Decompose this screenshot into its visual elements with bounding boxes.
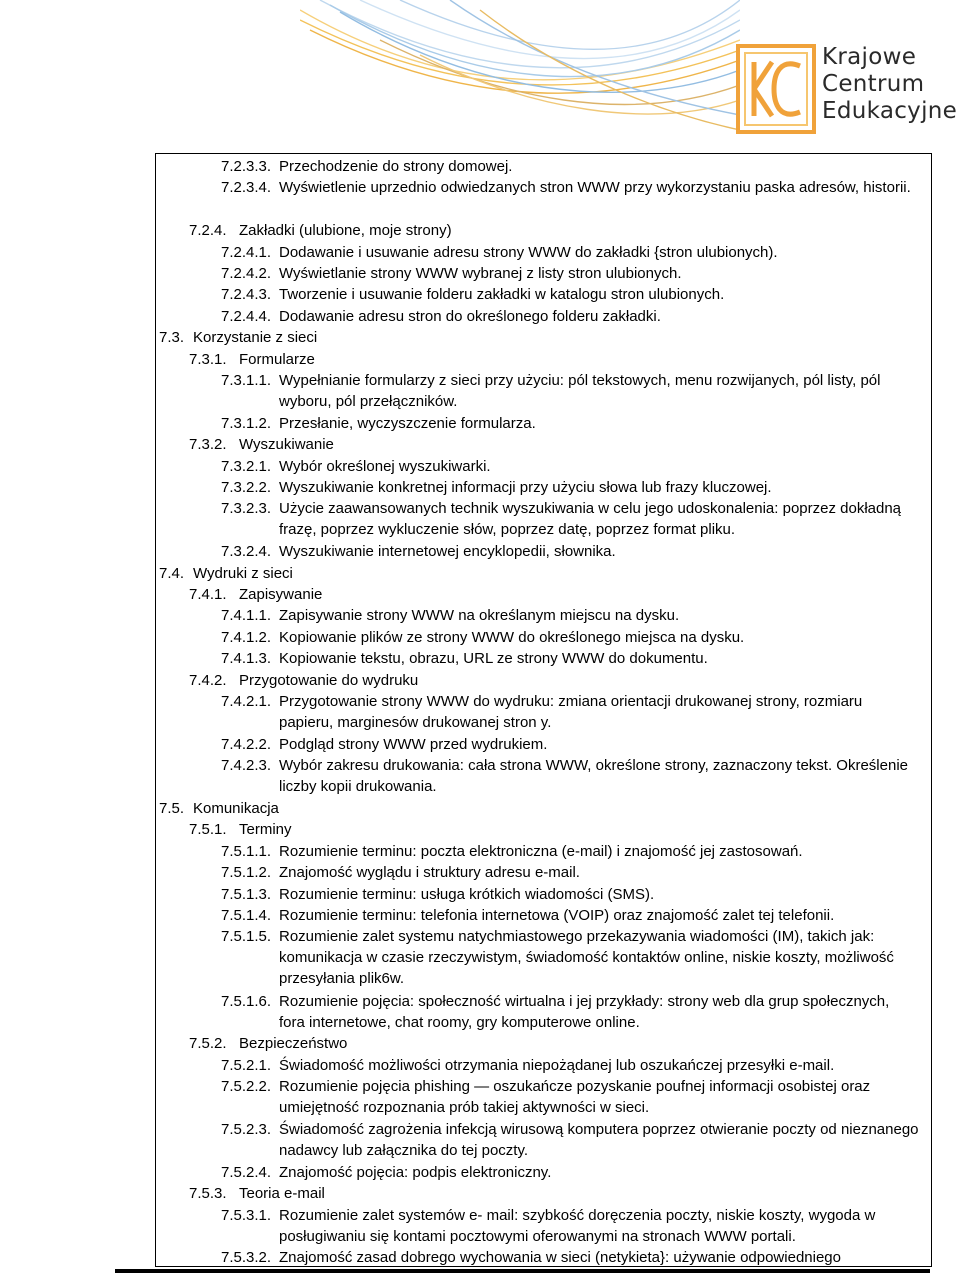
outline-text: Dodawanie i usuwanie adresu strony WWW do zakładki {stron ulubionych).	[279, 243, 778, 261]
outline-number: 7.2.3.4.	[221, 179, 272, 197]
outline-text: Zapisywanie strony WWW na określanym miejscu na dysku.	[279, 607, 680, 625]
outline-text: Terminy	[239, 821, 292, 839]
outline-number: 7.5.2.4.	[221, 1163, 272, 1181]
outline-text: Wyświetlenie uprzednio odwiedzanych stron WWW przy wykorzystaniu paska adresów, historii.	[279, 179, 911, 197]
outline-number: 7.4.1.1.	[221, 607, 272, 625]
logo-line-3: Edukacyjne	[822, 98, 958, 124]
outline-text: Zakładki (ulubione, moje strony)	[239, 222, 452, 240]
logo-line-2: Centrum	[822, 71, 925, 97]
outline-item	[221, 541, 919, 562]
outline-text: Znajomość zasad dobrego wychowania w sieci (netykieta}: używanie odpowiedniego	[279, 1249, 841, 1267]
outline-number: 7.2.4.2.	[221, 265, 272, 282]
outline-text: Formularze	[239, 350, 315, 368]
outline-text: Wybór zakresu drukowania: cała strona WWW, określone strony, zaznaczony tekst. Określenie liczby kopii drukowania.	[279, 757, 908, 796]
logo-line-1: Krajowe	[822, 44, 917, 70]
logo-text	[822, 44, 958, 125]
outline-item	[221, 605, 919, 626]
outline-number: 7.3.2.4.	[221, 543, 272, 561]
outline-text: Użycie zaawansowanych technik wyszukiwania w celu jego udoskonalenia: poprzez dokładną frazę, poprzez wykluczenie słów, poprzez datę, poprzez format pliku.	[279, 500, 902, 539]
outline-text: Kopiowanie tekstu, obrazu, URL ze strony WWW do dokumentu.	[279, 650, 708, 668]
outline-item	[159, 798, 279, 819]
outline-text: Wyszukiwanie internetowej encyklopedii, słownika.	[279, 543, 616, 561]
outline-text: Przygotowanie strony WWW do wydruku: zmiana orientacji drukowanej strony, rozmiaru papieru, marginesów drukowanej stron y.	[279, 693, 863, 731]
outline-text: Wydruki z sieci	[193, 564, 293, 582]
decorative-swoosh	[300, 0, 740, 150]
outline-number: 7.2.4.1.	[221, 243, 272, 261]
outline-text: Przechodzenie do strony domowej.	[279, 158, 513, 175]
outline-item	[159, 327, 317, 348]
outline-text: Rozumienie pojęcia: społeczność wirtualna i jej przykłady: strony web dla grup społecznych, fora internetowe, chat roomy, gry komputerowe online.	[279, 992, 890, 1031]
outline-number: 7.5.1.5.	[221, 928, 272, 946]
outline-text: Znajomość wyglądu i struktury adresu e-mail.	[279, 864, 580, 882]
outline-text: Wyświetlanie strony WWW wybranej z listy stron ulubionych.	[279, 265, 682, 282]
outline-item	[221, 242, 919, 263]
outline-text: Teoria e-mail	[239, 1185, 325, 1203]
outline-text: Wybór określonej wyszukiwarki.	[279, 457, 491, 475]
kce-logo	[736, 44, 958, 134]
outline-number: 7.4.2.3.	[221, 757, 272, 775]
outline-item	[221, 370, 919, 412]
outline-item	[189, 584, 919, 605]
outline-item	[221, 284, 919, 305]
outline-item	[221, 156, 919, 177]
page-header	[0, 0, 960, 150]
outline-number: 7.4.	[159, 564, 185, 582]
outline-number: 7.3.2.2.	[221, 479, 272, 496]
outline-item	[221, 413, 919, 434]
outline-number: 7.2.3.3.	[221, 158, 272, 175]
outline-item	[221, 627, 919, 648]
outline-item	[189, 220, 919, 241]
outline-text: Zapisywanie	[239, 586, 323, 603]
outline-item	[221, 1205, 919, 1247]
outline-number: 7.5.1.6.	[221, 992, 272, 1010]
outline-number: 7.2.4.	[189, 222, 227, 240]
outline-number: 7.5.2.2.	[221, 1078, 272, 1096]
outline-number: 7.3.2.1.	[221, 457, 272, 475]
outline-number: 7.5.1.1.	[221, 842, 272, 860]
outline-item	[221, 456, 919, 477]
outline-item	[221, 734, 919, 755]
document-frame	[155, 153, 932, 1267]
outline-number: 7.5.	[159, 800, 185, 817]
outline-number: 7.5.1.	[189, 821, 227, 839]
outline-number: 7.4.1.3.	[221, 650, 272, 668]
outline-number: 7.5.1.3.	[221, 885, 272, 903]
outline-item	[221, 905, 919, 926]
outline-number: 7.3.1.	[189, 350, 227, 368]
outline-item	[221, 755, 919, 797]
outline-text: Przygotowanie do wydruku	[239, 671, 419, 689]
outline-item	[221, 1055, 919, 1076]
outline-text: Wyszukiwanie konkretnej informacji przy użyciu słowa lub frazy kluczowej.	[279, 479, 772, 496]
outline-text: Wypełnianie formularzy z sieci przy użyciu: pól tekstowych, menu rozwijanych, pól listy, pól wyboru, pól przełączników.	[279, 372, 881, 410]
outline-item	[221, 306, 919, 327]
outline-number: 7.5.3.	[189, 1185, 227, 1203]
outline-number: 7.3.2.	[189, 436, 227, 454]
outline-number: 7.4.2.	[189, 671, 227, 689]
outline-text: Bezpieczeństwo	[239, 1035, 348, 1053]
outline-number: 7.5.3.1.	[221, 1206, 272, 1224]
outline-text: Rozumienie zalet systemów e- mail: szybkość doręczenia poczty, niskie koszty, wygoda w posługiwaniu się kontami pocztowymi oferowanymi na stronach WWW portali.	[279, 1206, 876, 1245]
outline-item	[189, 819, 919, 840]
outline-text: Przesłanie, wyczyszczenie formularza.	[279, 414, 536, 432]
outline-number: 7.3.1.2.	[221, 414, 272, 432]
outline-number: 7.5.1.2.	[221, 864, 272, 882]
outline-item	[221, 884, 919, 905]
outline-number: 7.3.2.3.	[221, 500, 272, 518]
outline-text: Rozumienie zalet systemu natychmiastowego przekazywania wiadomości (IM), takich jak: komunikacja w czasie rzeczywistym, świadomość kontaktów online, niskie koszty, możliwość przesyłania plik6w.	[279, 928, 894, 988]
outline-item	[221, 648, 919, 669]
outline-item	[221, 1162, 919, 1183]
outline-text: Rozumienie pojęcia phishing — oszukańcze pozyskanie poufnej informacji osobistej oraz umiejętność rozpoznania prób takiej aktywności w sieci.	[279, 1078, 871, 1117]
outline-text: Świadomość możliwości otrzymania niepożądanej lub oszukańczej przesyłki e-mail.	[279, 1056, 835, 1074]
outline-text: Dodawanie adresu stron do określonego folderu zakładki.	[279, 307, 661, 325]
outline-number: 7.5.3.2.	[221, 1249, 272, 1267]
outline-text: Tworzenie i usuwanie folderu zakładki w katalogu stron ulubionych.	[279, 286, 725, 304]
outline-number: 7.2.4.4.	[221, 307, 272, 325]
outline-text: Znajomość pojęcia: podpis elektroniczny.	[279, 1163, 552, 1181]
outline-item	[189, 434, 919, 455]
outline-number: 7.5.2.3.	[221, 1121, 272, 1138]
outline-number: 7.3.1.1.	[221, 372, 272, 389]
outline-item	[189, 1183, 919, 1204]
outline-item	[221, 498, 919, 540]
outline-item	[159, 563, 293, 584]
outline-number: 7.5.2.	[189, 1035, 227, 1053]
outline-item	[221, 263, 919, 284]
outline-number: 7.2.4.3.	[221, 286, 272, 304]
outline-text: Kopiowanie plików ze strony WWW do określonego miejsca na dysku.	[279, 628, 745, 646]
outline-number: 7.4.2.2.	[221, 735, 272, 753]
outline-number: 7.3.	[159, 329, 185, 347]
outline-item	[221, 841, 919, 862]
outline-item	[221, 1076, 919, 1118]
outline-item	[221, 862, 919, 883]
outline-number: 7.5.2.1.	[221, 1056, 272, 1074]
outline-item	[221, 1247, 919, 1267]
outline-text: Komunikacja	[193, 800, 279, 817]
outline-text: Wyszukiwanie	[239, 436, 334, 454]
outline-number: 7.5.1.4.	[221, 907, 272, 924]
outline-item	[189, 1033, 919, 1054]
outline-text: Rozumienie terminu: usługa krótkich wiadomości (SMS).	[279, 885, 655, 903]
outline-text: Rozumienie terminu: telefonia internetowa (VOIP) oraz znajomość zalet tej telefonii.	[279, 907, 835, 924]
outline-item	[189, 349, 919, 370]
outline-text: Rozumienie terminu: poczta elektroniczna (e-mail) i znajomość jej zastosowań.	[279, 842, 803, 860]
outline-item	[221, 477, 919, 498]
outline-item	[221, 691, 919, 733]
bottom-rule	[115, 1269, 930, 1273]
outline-item	[189, 670, 919, 691]
outline-item	[221, 926, 919, 989]
outline-text: Świadomość zagrożenia infekcją wirusową komputera poprzez otwieranie poczty od nieznanego nadawcy lub załącznika do tej poczty.	[279, 1121, 919, 1159]
outline-item	[221, 177, 919, 198]
outline-number: 7.4.2.1.	[221, 693, 272, 710]
kc-logo-mark	[736, 44, 816, 134]
outline-text: Korzystanie z sieci	[193, 329, 318, 347]
outline-text: Podgląd strony WWW przed wydrukiem.	[279, 735, 548, 753]
outline-number: 7.4.1.2.	[221, 628, 272, 646]
outline-item	[221, 1119, 919, 1161]
outline-number: 7.4.1.	[189, 586, 227, 603]
outline-item	[221, 991, 919, 1033]
